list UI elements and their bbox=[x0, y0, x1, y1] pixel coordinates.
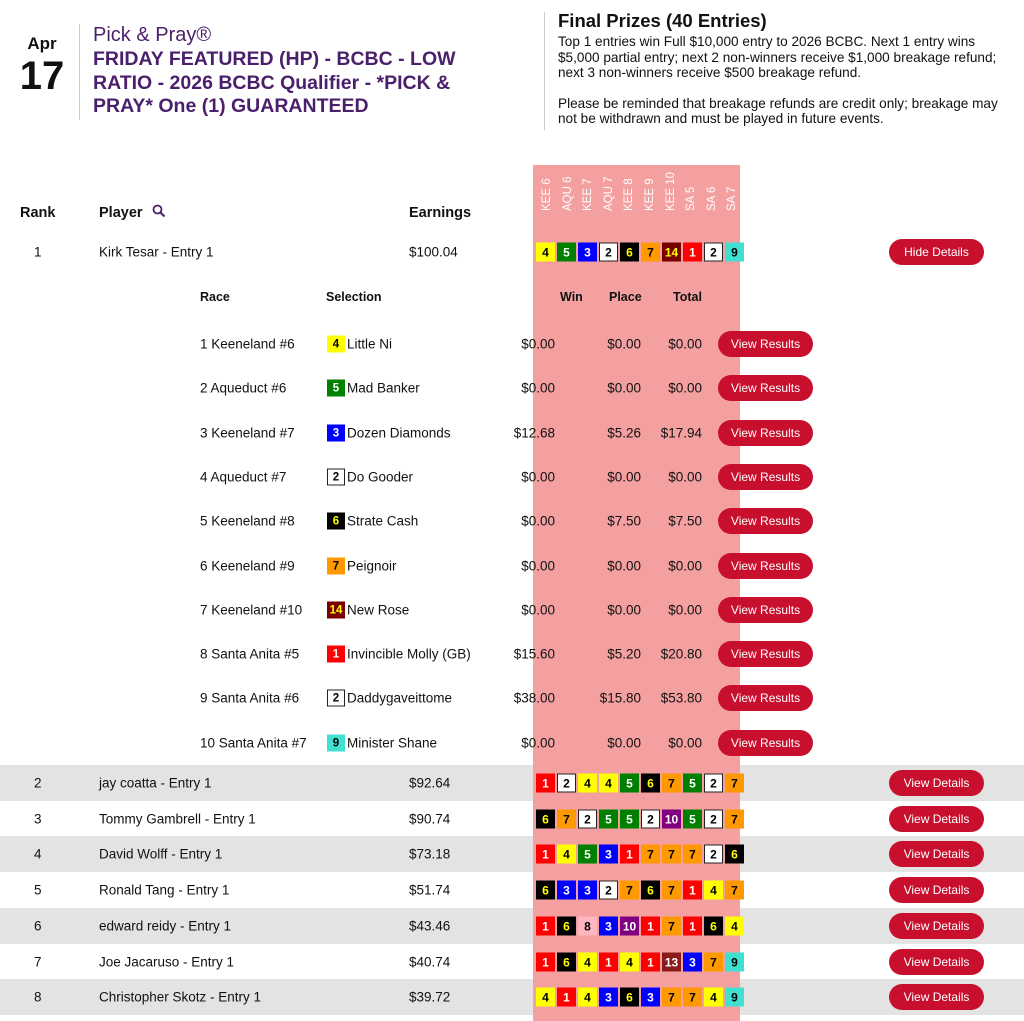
saddle-cloth-chip: 5 bbox=[578, 845, 597, 864]
saddle-cloth-chip: 2 bbox=[704, 845, 723, 864]
view-results-button[interactable]: View Results bbox=[718, 508, 813, 534]
saddle-cloth-chip: 2 bbox=[599, 243, 618, 262]
pick-chips bbox=[536, 809, 744, 828]
details-race-header: Race bbox=[200, 290, 230, 304]
saddle-cloth-chip: 3 bbox=[599, 916, 618, 935]
leaderboard-row bbox=[0, 979, 1024, 1015]
saddle-cloth-chip: 2 bbox=[599, 881, 618, 900]
pick-chips bbox=[536, 881, 744, 900]
pick-chips bbox=[536, 988, 744, 1007]
player-name: Tommy Gambrell - Entry 1 bbox=[99, 811, 256, 827]
saddle-cloth-chip: 2 bbox=[704, 809, 723, 828]
contest-brand: Pick & Pray® bbox=[93, 24, 212, 46]
saddle-cloth-chip: 9 bbox=[725, 952, 744, 971]
saddle-cloth-chip: 5 bbox=[620, 809, 639, 828]
saddle-cloth-chip: 3 bbox=[599, 988, 618, 1007]
view-details-button[interactable]: View Details bbox=[889, 806, 984, 832]
detail-place: $0.00 bbox=[607, 602, 641, 618]
saddle-cloth-chip: 4 bbox=[578, 952, 597, 971]
pick-chips bbox=[536, 243, 744, 262]
earnings-value: $40.74 bbox=[409, 954, 451, 969]
view-results-button[interactable]: View Results bbox=[718, 420, 813, 446]
detail-win: $0.00 bbox=[521, 558, 555, 573]
saddle-cloth-chip: 6 bbox=[536, 881, 555, 900]
view-results-button[interactable]: View Results bbox=[718, 375, 813, 401]
details-selection-header: Selection bbox=[326, 290, 382, 304]
saddle-cloth-chip: 7 bbox=[662, 845, 681, 864]
detail-win: $0.00 bbox=[521, 735, 555, 751]
saddle-cloth-chip: 1 bbox=[641, 952, 660, 971]
saddle-cloth-chip: 6 bbox=[557, 916, 576, 935]
view-details-button[interactable]: View Details bbox=[889, 841, 984, 867]
saddle-cloth-chip: 7 bbox=[725, 774, 744, 793]
detail-total: $20.80 bbox=[660, 646, 702, 662]
horse-name: Invincible Molly (GB) bbox=[347, 646, 471, 662]
detail-total: $7.50 bbox=[668, 513, 702, 529]
detail-row bbox=[0, 322, 1024, 366]
saddle-cloth-chip: 3 bbox=[557, 881, 576, 900]
view-results-button[interactable]: View Results bbox=[718, 553, 813, 579]
horse-name: Dozen Diamonds bbox=[347, 425, 451, 441]
saddle-cloth-chip: 7 bbox=[704, 952, 723, 971]
details-place-header: Place bbox=[609, 290, 642, 304]
saddle-cloth-chip: 7 bbox=[662, 881, 681, 900]
contest-title: FRIDAY FEATURED (HP) - BCBC - LOW RATIO - 2026 BCBC Qualifier - *PICK & PRAY* One (1) GUARANTEED bbox=[93, 48, 456, 117]
saddle-cloth-chip: 3 bbox=[599, 845, 618, 864]
saddle-cloth-chip: 4 bbox=[578, 988, 597, 1007]
earnings-value: $43.46 bbox=[409, 918, 451, 934]
detail-selection bbox=[327, 557, 397, 574]
race-header-label: AQU 6 bbox=[561, 176, 574, 211]
saddle-cloth-chip: 1 bbox=[557, 988, 576, 1007]
detail-win: $0.00 bbox=[521, 380, 555, 396]
race-header-label: SA 6 bbox=[705, 186, 718, 211]
detail-selection bbox=[327, 690, 452, 707]
player-name: David Wolff - Entry 1 bbox=[99, 846, 223, 862]
saddle-cloth-chip: 6 bbox=[557, 952, 576, 971]
pick-chips bbox=[536, 774, 744, 793]
saddle-cloth-chip: 2 bbox=[327, 468, 345, 485]
earnings-value: $92.64 bbox=[409, 775, 451, 791]
saddle-cloth-chip: 6 bbox=[620, 243, 639, 262]
saddle-cloth-chip: 5 bbox=[557, 243, 576, 262]
detail-row bbox=[0, 588, 1024, 632]
hide-details-button[interactable]: Hide Details bbox=[889, 239, 984, 265]
saddle-cloth-chip: 1 bbox=[536, 774, 555, 793]
leaderboard-row bbox=[0, 801, 1024, 837]
view-details-button[interactable]: View Details bbox=[889, 877, 984, 903]
detail-total: $0.00 bbox=[668, 336, 702, 352]
horse-name: Minister Shane bbox=[347, 735, 438, 751]
saddle-cloth-chip: 1 bbox=[683, 916, 702, 935]
saddle-cloth-chip: 4 bbox=[725, 916, 744, 935]
saddle-cloth-chip: 4 bbox=[704, 988, 723, 1007]
saddle-cloth-chip: 4 bbox=[599, 774, 618, 793]
saddle-cloth-chip: 2 bbox=[578, 809, 597, 828]
detail-place: $0.00 bbox=[607, 469, 641, 485]
detail-win: $38.00 bbox=[513, 690, 555, 706]
race-header-label: SA 5 bbox=[685, 186, 698, 211]
date-day: 17 bbox=[19, 54, 65, 98]
earnings-value: $90.74 bbox=[409, 811, 451, 827]
detail-row bbox=[0, 411, 1024, 455]
detail-row bbox=[0, 455, 1024, 499]
saddle-cloth-chip: 7 bbox=[725, 809, 744, 828]
saddle-cloth-chip: 5 bbox=[683, 774, 702, 793]
saddle-cloth-chip: 6 bbox=[641, 774, 660, 793]
race-header-label: SA 7 bbox=[726, 186, 739, 211]
detail-race: 3 Keeneland #7 bbox=[200, 425, 295, 441]
race-header-label: KEE 10 bbox=[664, 172, 677, 211]
view-details-button[interactable]: View Details bbox=[889, 913, 984, 939]
detail-selection bbox=[327, 468, 413, 485]
date-month: Apr bbox=[27, 34, 57, 53]
detail-total: $17.94 bbox=[660, 425, 702, 441]
saddle-cloth-chip: 4 bbox=[536, 243, 555, 262]
player-name: jay coatta - Entry 1 bbox=[99, 775, 212, 791]
detail-selection bbox=[327, 336, 392, 353]
detail-place: $15.80 bbox=[599, 690, 641, 706]
detail-total: $0.00 bbox=[668, 380, 702, 396]
leaderboard-row bbox=[0, 908, 1024, 944]
detail-place: $0.00 bbox=[607, 558, 641, 573]
player-header: Player bbox=[99, 205, 143, 221]
view-details-button[interactable]: View Details bbox=[889, 949, 984, 975]
detail-place: $0.00 bbox=[607, 336, 641, 352]
detail-race: 8 Santa Anita #5 bbox=[200, 646, 300, 662]
rank-value: 4 bbox=[34, 846, 42, 862]
saddle-cloth-chip: 5 bbox=[683, 809, 702, 828]
horse-name: Peignoir bbox=[347, 558, 397, 573]
saddle-cloth-chip: 1 bbox=[620, 845, 639, 864]
detail-row bbox=[0, 632, 1024, 676]
detail-row bbox=[0, 676, 1024, 720]
race-header-label: KEE 8 bbox=[623, 178, 636, 211]
detail-win: $15.60 bbox=[513, 646, 555, 662]
saddle-cloth-chip: 7 bbox=[725, 881, 744, 900]
earnings-header: Earnings bbox=[409, 205, 472, 221]
detail-race: 1 Keeneland #6 bbox=[200, 336, 295, 352]
rank-value: 3 bbox=[34, 811, 42, 827]
saddle-cloth-chip: 1 bbox=[641, 916, 660, 935]
saddle-cloth-chip: 2 bbox=[704, 774, 723, 793]
detail-race: 6 Keeneland #9 bbox=[200, 558, 295, 573]
detail-race: 4 Aqueduct #7 bbox=[200, 469, 287, 485]
player-name: edward reidy - Entry 1 bbox=[99, 918, 232, 934]
horse-name: Mad Banker bbox=[347, 380, 420, 396]
saddle-cloth-chip: 4 bbox=[704, 881, 723, 900]
detail-selection bbox=[327, 601, 409, 618]
detail-total: $0.00 bbox=[668, 602, 702, 618]
saddle-cloth-chip: 14 bbox=[662, 243, 681, 262]
detail-row bbox=[0, 499, 1024, 543]
saddle-cloth-chip: 10 bbox=[620, 916, 639, 935]
view-results-button[interactable]: View Results bbox=[718, 641, 813, 667]
detail-selection bbox=[327, 646, 471, 663]
race-header-label: KEE 7 bbox=[582, 178, 595, 211]
pick-chips bbox=[536, 845, 744, 864]
detail-place: $5.20 bbox=[607, 646, 641, 662]
detail-total: $0.00 bbox=[668, 469, 702, 485]
detail-total: $0.00 bbox=[668, 735, 702, 751]
detail-race: 9 Santa Anita #6 bbox=[200, 690, 300, 706]
race-header-label: KEE 9 bbox=[644, 178, 656, 211]
view-results-button[interactable]: View Results bbox=[718, 331, 813, 357]
saddle-cloth-chip: 4 bbox=[327, 336, 345, 353]
saddle-cloth-chip: 4 bbox=[620, 952, 639, 971]
saddle-cloth-chip: 2 bbox=[641, 809, 660, 828]
detail-selection bbox=[327, 513, 418, 530]
pick-chips bbox=[536, 952, 744, 971]
detail-race: 5 Keeneland #8 bbox=[200, 513, 295, 529]
saddle-cloth-chip: 14 bbox=[327, 601, 345, 618]
detail-row bbox=[0, 366, 1024, 410]
view-results-button[interactable]: View Results bbox=[718, 730, 813, 756]
details-total-header: Total bbox=[673, 290, 702, 304]
view-details-button[interactable]: View Details bbox=[889, 770, 984, 796]
saddle-cloth-chip: 7 bbox=[683, 845, 702, 864]
detail-race: 10 Santa Anita #7 bbox=[200, 735, 307, 751]
saddle-cloth-chip: 3 bbox=[641, 988, 660, 1007]
detail-selection bbox=[327, 380, 420, 397]
saddle-cloth-chip: 10 bbox=[662, 809, 681, 828]
leaderboard-row bbox=[0, 872, 1024, 908]
rank-value: 2 bbox=[34, 775, 42, 791]
detail-win: $0.00 bbox=[521, 602, 555, 618]
race-header-label: AQU 7 bbox=[602, 176, 615, 211]
saddle-cloth-chip: 2 bbox=[557, 774, 576, 793]
detail-race: 2 Aqueduct #6 bbox=[200, 380, 287, 396]
saddle-cloth-chip: 6 bbox=[536, 809, 555, 828]
saddle-cloth-chip: 1 bbox=[536, 845, 555, 864]
detail-total: $53.80 bbox=[660, 690, 702, 706]
saddle-cloth-chip: 3 bbox=[683, 952, 702, 971]
saddle-cloth-chip: 5 bbox=[599, 809, 618, 828]
breakage-note: Please be reminded that breakage refunds are credit only; breakage may not be withdrawn and must be played in future events. bbox=[558, 95, 998, 126]
saddle-cloth-chip: 7 bbox=[327, 557, 345, 574]
detail-total: $0.00 bbox=[668, 558, 702, 573]
saddle-cloth-chip: 6 bbox=[327, 513, 345, 530]
saddle-cloth-chip: 6 bbox=[704, 916, 723, 935]
saddle-cloth-chip: 3 bbox=[578, 243, 597, 262]
prize-title: Final Prizes (40 Entries) bbox=[558, 10, 767, 31]
view-details-button[interactable]: View Details bbox=[889, 984, 984, 1010]
saddle-cloth-chip: 5 bbox=[327, 380, 345, 397]
leaderboard-row bbox=[0, 765, 1024, 801]
saddle-cloth-chip: 7 bbox=[662, 916, 681, 935]
saddle-cloth-chip: 7 bbox=[641, 845, 660, 864]
horse-name: New Rose bbox=[347, 602, 410, 618]
detail-selection bbox=[327, 424, 451, 441]
header-divider bbox=[79, 24, 80, 120]
leaderboard-row-leader bbox=[0, 234, 1024, 270]
race-headers bbox=[533, 165, 740, 225]
rank-value: 5 bbox=[34, 882, 42, 898]
leaderboard-row bbox=[0, 836, 1024, 872]
view-results-button[interactable]: View Results bbox=[718, 597, 813, 623]
earnings-value: $100.04 bbox=[409, 244, 458, 260]
saddle-cloth-chip: 4 bbox=[536, 988, 555, 1007]
details-win-header: Win bbox=[560, 290, 583, 304]
saddle-cloth-chip: 2 bbox=[327, 690, 345, 707]
saddle-cloth-chip: 3 bbox=[578, 881, 597, 900]
detail-race: 7 Keeneland #10 bbox=[200, 602, 303, 618]
rank-value: 7 bbox=[34, 954, 42, 969]
detail-win: $12.68 bbox=[513, 425, 555, 441]
detail-selection bbox=[327, 734, 437, 751]
view-results-button[interactable]: View Results bbox=[718, 685, 813, 711]
saddle-cloth-chip: 7 bbox=[620, 881, 639, 900]
prize-divider bbox=[544, 12, 545, 130]
saddle-cloth-chip: 8 bbox=[578, 916, 597, 935]
saddle-cloth-chip: 4 bbox=[578, 774, 597, 793]
prize-info bbox=[558, 10, 1008, 127]
saddle-cloth-chip: 7 bbox=[557, 809, 576, 828]
horse-name: Daddygaveittome bbox=[347, 690, 453, 706]
race-header-label: KEE 6 bbox=[541, 178, 553, 211]
detail-win: $0.00 bbox=[521, 336, 555, 352]
saddle-cloth-chip: 13 bbox=[662, 952, 681, 971]
detail-place: $5.26 bbox=[607, 425, 641, 441]
saddle-cloth-chip: 5 bbox=[620, 774, 639, 793]
saddle-cloth-chip: 7 bbox=[662, 988, 681, 1007]
earnings-value: $51.74 bbox=[409, 882, 451, 898]
saddle-cloth-chip: 2 bbox=[704, 243, 723, 262]
leaderboard-row bbox=[0, 944, 1024, 980]
horse-name: Strate Cash bbox=[347, 513, 419, 529]
search-icon[interactable] bbox=[152, 204, 166, 218]
saddle-cloth-chip: 6 bbox=[725, 845, 744, 864]
detail-place: $0.00 bbox=[607, 380, 641, 396]
saddle-cloth-chip: 7 bbox=[641, 243, 660, 262]
detail-win: $0.00 bbox=[521, 513, 555, 529]
detail-row bbox=[0, 544, 1024, 588]
saddle-cloth-chip: 6 bbox=[641, 881, 660, 900]
event-date bbox=[14, 34, 70, 96]
saddle-cloth-chip: 1 bbox=[683, 243, 702, 262]
prize-description: Top 1 entries win Full $10,000 entry to 2026 BCBC. Next 1 entry wins $5,000 partial entry; next 2 non-winners receive $1,000 breakage refund; next 3 non-winners receive $500 breakage refund. bbox=[558, 34, 997, 80]
player-name: Christopher Skotz - Entry 1 bbox=[99, 989, 262, 1005]
saddle-cloth-chip: 9 bbox=[725, 988, 744, 1007]
saddle-cloth-chip: 1 bbox=[536, 952, 555, 971]
saddle-cloth-chip: 9 bbox=[725, 243, 744, 262]
detail-win: $0.00 bbox=[521, 469, 555, 485]
player-name: Ronald Tang - Entry 1 bbox=[99, 882, 230, 898]
pick-chips bbox=[536, 916, 744, 935]
earnings-value: $73.18 bbox=[409, 846, 451, 862]
saddle-cloth-chip: 7 bbox=[662, 774, 681, 793]
saddle-cloth-chip: 3 bbox=[327, 424, 345, 441]
rank-value: 8 bbox=[34, 989, 42, 1005]
saddle-cloth-chip: 4 bbox=[557, 845, 576, 864]
horse-name: Little Ni bbox=[347, 336, 393, 352]
horse-name: Do Gooder bbox=[347, 469, 414, 485]
detail-row bbox=[0, 721, 1024, 765]
contest-info bbox=[93, 24, 503, 119]
detail-place: $7.50 bbox=[607, 513, 641, 529]
view-results-button[interactable]: View Results bbox=[718, 464, 813, 490]
rank-value: 1 bbox=[34, 244, 42, 260]
earnings-value: $39.72 bbox=[409, 989, 451, 1005]
saddle-cloth-chip: 1 bbox=[327, 646, 345, 663]
saddle-cloth-chip: 1 bbox=[536, 916, 555, 935]
rank-value: 6 bbox=[34, 918, 42, 934]
rank-header: Rank bbox=[20, 205, 56, 221]
saddle-cloth-chip: 9 bbox=[327, 734, 345, 751]
saddle-cloth-chip: 1 bbox=[599, 952, 618, 971]
detail-place: $0.00 bbox=[607, 735, 641, 751]
saddle-cloth-chip: 7 bbox=[683, 988, 702, 1007]
player-name: Joe Jacaruso - Entry 1 bbox=[99, 954, 235, 969]
saddle-cloth-chip: 6 bbox=[620, 988, 639, 1007]
saddle-cloth-chip: 1 bbox=[683, 881, 702, 900]
player-name: Kirk Tesar - Entry 1 bbox=[99, 244, 214, 260]
